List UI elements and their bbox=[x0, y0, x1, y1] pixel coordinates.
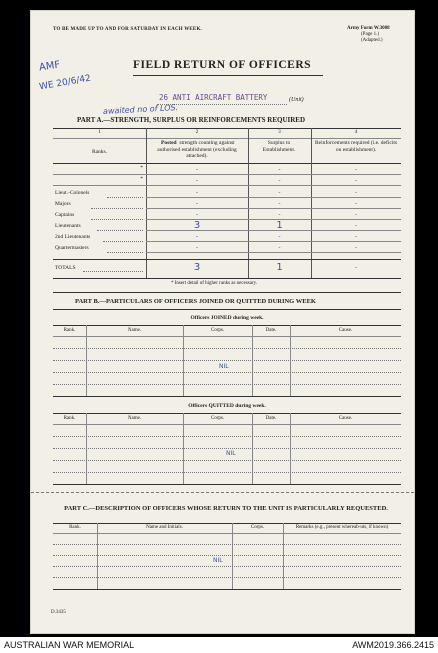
quitted-col-cause: Cause. bbox=[338, 416, 353, 421]
unit-label: (Unit) bbox=[289, 97, 304, 103]
col-number-2: 2 bbox=[195, 130, 199, 135]
totals-posted: 3 bbox=[193, 262, 201, 273]
part-c-vline-2 bbox=[232, 523, 233, 589]
part-c-vline-3 bbox=[283, 523, 284, 589]
handwritten-we: WE 20/6/42 bbox=[38, 73, 92, 93]
leader-5 bbox=[103, 241, 143, 242]
archive-footer bbox=[0, 637, 438, 653]
top-instruction: TO BE MADE UP TO AND FOR SATURDAY IN EACH WEEK. bbox=[53, 27, 203, 32]
reinf-row-8: - bbox=[354, 244, 358, 251]
posted-row-1: - bbox=[195, 166, 199, 173]
rank-row-2: * bbox=[140, 176, 143, 182]
col-header-rule bbox=[53, 163, 401, 164]
form-number: Army Form W.3008 bbox=[347, 26, 390, 31]
joined-bottom-rule bbox=[53, 396, 401, 397]
row-rule-1 bbox=[53, 174, 401, 175]
quitted-row-rule-3 bbox=[53, 460, 401, 461]
rank-row-captains: Captains bbox=[55, 212, 75, 218]
posted-row-7: - bbox=[195, 233, 199, 240]
posted-row-2: - bbox=[195, 177, 199, 184]
rank-row-1: * bbox=[140, 165, 143, 171]
part-a-footnote: * Insert detail of higher ranks as necessary. bbox=[171, 281, 258, 286]
quitted-title-rule bbox=[53, 413, 401, 414]
col-number-1: 1 bbox=[98, 130, 101, 135]
part-c-nil-entry: NIL bbox=[213, 557, 223, 564]
reinf-row-2: - bbox=[354, 177, 358, 184]
joined-row-rule-2 bbox=[53, 360, 401, 361]
rank-row-lieutenants: Lieutenants bbox=[55, 223, 81, 229]
joined-col-date: Date. bbox=[265, 328, 277, 333]
part-c-header-rule bbox=[53, 533, 401, 534]
reinf-row-5: - bbox=[354, 211, 358, 218]
quitted-bottom-rule bbox=[53, 484, 401, 485]
footer-accession: AWM2019.366.2415 bbox=[352, 640, 434, 650]
surplus-row-8: - bbox=[278, 244, 281, 251]
rank-row-majors: Majors bbox=[55, 201, 71, 207]
quitted-col-name: Name. bbox=[127, 416, 142, 421]
joined-col-corps: Corps. bbox=[210, 328, 225, 333]
part-a-top-rule bbox=[53, 128, 401, 129]
joined-row-rule-1 bbox=[53, 348, 401, 349]
reinf-row-1: - bbox=[354, 166, 358, 173]
surplus-row-3: - bbox=[278, 189, 281, 196]
quitted-nil-entry: NIL bbox=[226, 450, 236, 457]
col-number-3: 3 bbox=[278, 130, 281, 135]
part-c-row-rule-3 bbox=[53, 566, 401, 567]
joined-header-rule bbox=[53, 336, 401, 337]
part-c-vline-1 bbox=[97, 523, 98, 589]
totals-top-rule bbox=[53, 259, 401, 260]
form-title: FIELD RETURN OF OFFICERS bbox=[133, 59, 312, 71]
posted-row-8: - bbox=[195, 244, 199, 251]
surplus-row-7: - bbox=[278, 233, 281, 240]
reinf-row-4: - bbox=[354, 200, 358, 207]
quitted-header-rule bbox=[53, 424, 401, 425]
part-c-col-corps: Corps. bbox=[250, 525, 265, 530]
surplus-row-1: - bbox=[278, 166, 281, 173]
form-page: (Page 1.) bbox=[361, 32, 380, 37]
quitted-col-rank: Rank. bbox=[63, 416, 76, 421]
row-rule-3 bbox=[146, 197, 401, 198]
col-header-ranks: Ranks. bbox=[91, 149, 108, 155]
form-sheet bbox=[30, 10, 415, 634]
reinf-row-3: - bbox=[354, 189, 358, 196]
surplus-row-5: - bbox=[278, 211, 281, 218]
part-a-heading: PART A.—STRENGTH, SURPLUS OR REINFORCEMENTS REQUIRED bbox=[77, 116, 306, 124]
quitted-col-date: Date. bbox=[265, 416, 277, 421]
quitted-title: Officers QUITTED during week. bbox=[188, 403, 266, 409]
totals-reinf: - bbox=[354, 264, 358, 271]
rank-row-lt-col: Lieut.-Colonels bbox=[55, 190, 90, 196]
part-c-row-rule-2 bbox=[53, 555, 401, 556]
row-rule-2 bbox=[53, 185, 401, 186]
leader-6 bbox=[107, 252, 143, 253]
totals-surplus: 1 bbox=[276, 262, 283, 273]
surplus-row-2: - bbox=[278, 177, 281, 184]
posted-row-5: - bbox=[195, 211, 199, 218]
perforation-line bbox=[31, 492, 414, 493]
quitted-row-rule-2 bbox=[53, 448, 401, 449]
handwritten-note: awaited no of LOS. bbox=[102, 103, 179, 116]
part-b-heading: PART B.—PARTICULARS OF OFFICERS JOINED OR QUITTED DURING WEEK bbox=[75, 298, 316, 305]
col-header-surplus: Surplus to Establishment. bbox=[262, 140, 296, 153]
rank-row-2nd-lieutenants: 2nd Lieutenants bbox=[55, 234, 91, 240]
part-c-heading: PART C.—DESCRIPTION OF OFFICERS WHOSE RETURN TO THE UNIT IS PARTICULARLY REQUESTED. bbox=[64, 505, 388, 512]
joined-title: Officers JOINED during week. bbox=[190, 315, 264, 321]
part-c-row-rule-4 bbox=[53, 577, 401, 578]
rank-row-quartermasters: Quartermasters bbox=[55, 245, 89, 251]
quitted-row-rule-1 bbox=[53, 436, 401, 437]
joined-col-cause: Cause. bbox=[338, 328, 353, 333]
posted-row-6: 3 bbox=[193, 220, 201, 231]
col-header-posted-bold: Posted bbox=[161, 140, 177, 146]
title-underline bbox=[133, 75, 323, 76]
part-a-bottom-rule bbox=[53, 278, 401, 279]
footer-institution: AUSTRALIAN WAR MEMORIAL bbox=[4, 640, 135, 650]
joined-row-rule-3 bbox=[53, 372, 401, 373]
part-b-heading-rule bbox=[53, 309, 401, 310]
totals-label: TOTALS bbox=[55, 265, 76, 271]
print-code: D.3435 bbox=[51, 610, 66, 615]
leader-1 bbox=[107, 197, 143, 198]
part-b-top-rule bbox=[53, 292, 401, 293]
leader-4 bbox=[97, 230, 143, 231]
posted-row-3: - bbox=[195, 189, 199, 196]
surplus-row-4: - bbox=[278, 200, 281, 207]
part-c-top-rule bbox=[53, 523, 401, 524]
joined-col-rank: Rank. bbox=[63, 328, 76, 333]
col-header-reinforcements: Reinforcements required (i.e. deficits on establishment). bbox=[314, 140, 397, 153]
quitted-row-rule-4 bbox=[53, 472, 401, 473]
part-c-col-name: Name and Initials. bbox=[146, 525, 183, 530]
totals-leader bbox=[83, 271, 143, 272]
posted-row-4: - bbox=[195, 200, 199, 207]
part-c-bottom-rule bbox=[53, 589, 401, 590]
row-rule-4 bbox=[146, 208, 401, 209]
part-c-col-rank: Rank. bbox=[69, 525, 81, 530]
leader-3 bbox=[91, 219, 143, 220]
leader-2 bbox=[91, 208, 143, 209]
quitted-col-corps: Corps. bbox=[210, 416, 225, 421]
joined-row-rule-4 bbox=[53, 384, 401, 385]
joined-title-rule bbox=[53, 325, 401, 326]
joined-col-name: Name. bbox=[127, 328, 142, 333]
surplus-row-6: 1 bbox=[276, 220, 283, 231]
form-adapted: (Adapted.) bbox=[361, 38, 383, 43]
unit-stamp: 26 ANTI AIRCRAFT BATTERY bbox=[159, 93, 268, 102]
joined-nil-entry: NIL bbox=[219, 363, 229, 370]
col-number-4: 4 bbox=[354, 130, 358, 135]
col-number-rule bbox=[53, 138, 401, 139]
row-rule-7 bbox=[146, 241, 401, 242]
col-header-posted: strength counting against authorised establishment (excluding attached). bbox=[157, 140, 237, 159]
handwritten-amf: AMF bbox=[38, 59, 61, 74]
part-c-col-remarks: Remarks (e.g., present whereab-uts, if known) bbox=[295, 525, 389, 530]
part-c-row-rule-1 bbox=[53, 544, 401, 545]
reinf-row-7: - bbox=[354, 233, 358, 240]
reinf-row-6: - bbox=[354, 222, 358, 229]
row-rule-8 bbox=[146, 252, 401, 253]
